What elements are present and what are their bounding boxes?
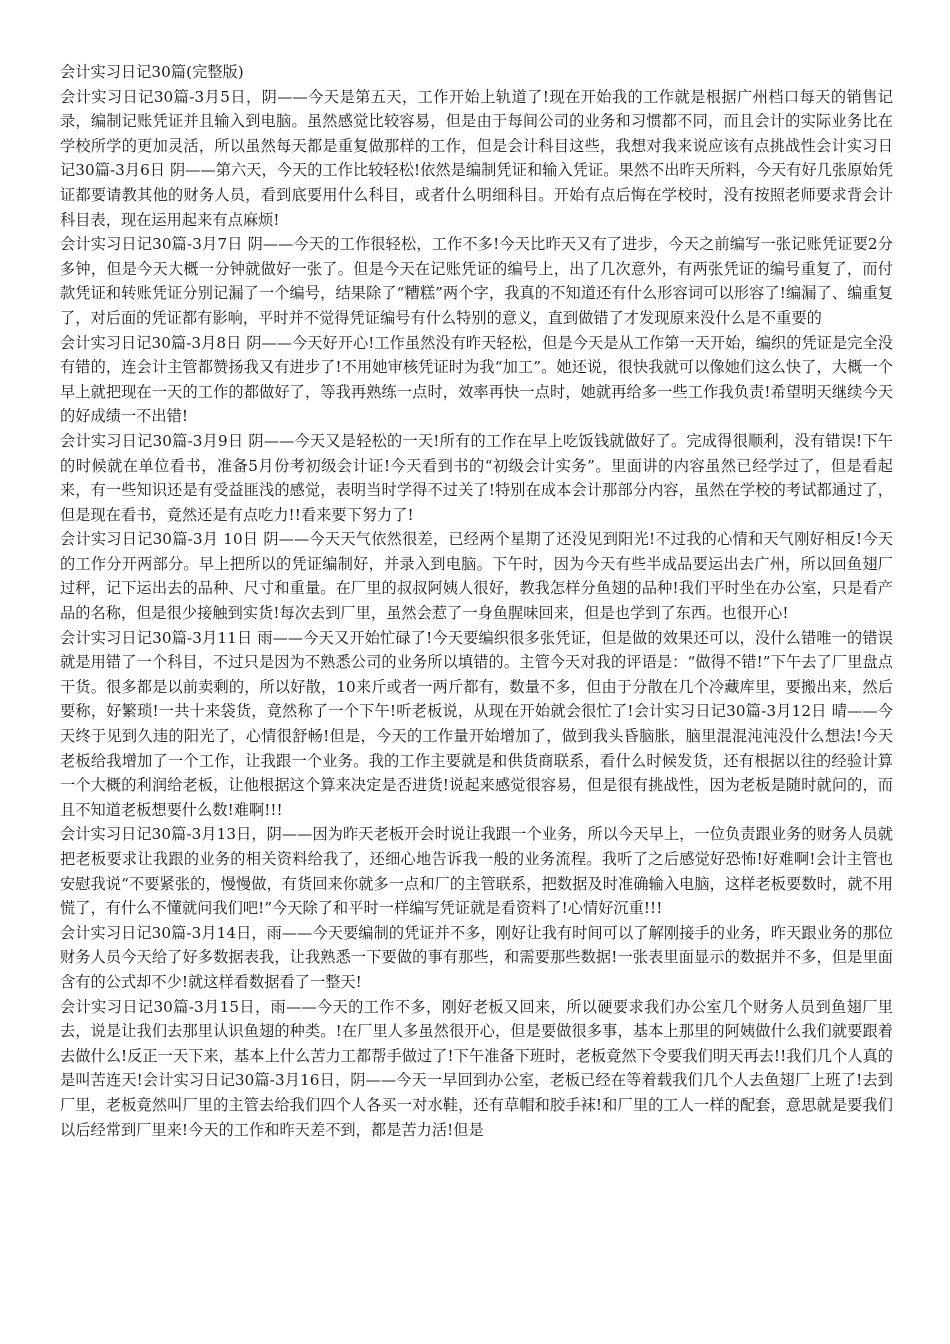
- diary-entry-paragraph: 会计实习日记30篇-3月7日 阴——今天的工作很轻松，工作不多!今天比昨天又有了进步，今天之前编写一张记账凭证要2分多钟，但是今天大概一分钟就做好一张了。但是今天在记账凭证的编号上，出了几次意外，有两张凭证的编号重复了，而付款凭证和转账凭证分别记漏了一个编号，结果除了“糟糕”两个字，我真的不知道还有什么形容词可以形容了!编漏了、编重复了，对后面的凭证都有影响，平时并不觉得凭证编号有什么特别的意义，直到做错了才发现原来没什么是不重要的: [60, 235, 893, 327]
- diary-entry-paragraph: 会计实习日记30篇-3月15日，雨——今天的工作不多，刚好老板又回来，所以硬要求我们办公室几个财务人员到鱼翅厂里去，说是让我们去那里认识鱼翅的种类。!在厂里人多虽然很开心，但是要做很多事，基本上那里的阿姨做什么我们就要跟着去做什么!反正一天下来，基本上什么苦力工都帮手做过了!下午准备下班时，老板竟然下令要我们明天再去!!我们几个人真的是叫苦连天!会计实习日记30篇-3月16日，阴——今天一早回到办公室，老板已经在等着载我们几个人去鱼翅厂上班了!去到厂里，老板竟然叫厂里的主管去给我们四个人各买一对水鞋，还有草帽和胶手袜!和厂里的工人一样的配套，意思就是要我们以后经常到厂里来!今天的工作和昨天差不到，都是苦力活!但是: [60, 997, 893, 1139]
- document-title: 会计实习日记30篇(完整版): [60, 63, 244, 81]
- diary-entry-paragraph: 会计实习日记30篇-3月5日，阴——今天是第五天，工作开始上轨道了!现在开始我的工作就是根据广州档口每天的销售记录，编制记账凭证并且输入到电脑。虽然感觉比较容易，但是由于每间公司的业务和习惯都不同，而且会计的实际业务比在学校所学的更加灵活，所以虽然每天都是重复做那样的工作，但是会计科目这些，我想对我来说应该有点挑战性会计实习日记30篇-3月6日 阴——第六天，今天的工作比较轻松!依然是编制凭证和输入凭证。果然不出昨天所料，今天有好几张原始凭证都要请教其他的财务人员，看到底要用什么科目，或者什么明细科目。开始有点后悔在学校时，没有按照老师要求背会计科目表，现在运用起来有点麻烦!: [60, 87, 893, 229]
- diary-entry-paragraph: 会计实习日记30篇-3月11日 雨——今天又开始忙碌了!今天要编织很多张凭证，但是做的效果还可以，没什么错唯一的错误就是用错了一个科目，不过只是因为不熟悉公司的业务所以填错的。主管今天对我的评语是：“做得不错!”下午去了厂里盘点干货。很多都是以前卖剩的，所以好散，10来斤或者一两斤都有，数量不多，但由于分散在几个冷藏库里，要搬出来，然后要称，好繁琐!一共十来袋货，竟然称了一个下午!听老板说，从现在开始就会很忙了!会计实习日记30篇-3月12日 晴——今天终于见到久违的阳光了，心情很舒畅!但是，今天的工作量开始增加了，做到我头昏脑胀，脑里混混沌沌没什么想法!今天老板给我增加了一个工作，让我跟一个业务。我的工作主要就是和供货商联系，看什么时候发货，还有根据以往的经验计算一个大概的利润给老板，让他根据这个算来决定是否进货!说起来感觉很容易，但是很有挑战性，因为老板是随时就问的，而且不知道老板想要什么数!难啊!!!: [60, 628, 893, 819]
- diary-entry-paragraph: 会计实习日记30篇-3月9日 阴——今天又是轻松的一天!所有的工作在早上吃饭钱就做好了。完成得很顺利，没有错误!下午的时候就在单位看书，准备5月份考初级会计证!今天看到书的“初级会计实务”。里面讲的内容虽然已经学过了，但是看起来，有一些知识还是有受益匪浅的感觉，表明当时学得不过关了!特别在成本会计那部分内容，虽然在学校的考试都通过了，但是现在看书，竟然还是有点吃力!!看来要下努力了!: [60, 431, 893, 524]
- document-page: [60, 60, 893, 1142]
- diary-entry-paragraph: 会计实习日记30篇-3月 10日 阴——今天天气依然很差，已经两个星期了还没见到阳光!不过我的心情和天气刚好相反!今天的工作分开两部分。早上把所以的凭证编制好，并录入到电脑。下午时，因为今天有些半成品要运出去广州，所以回鱼翅厂过秤，记下运出去的品种、尺寸和重量。在厂里的叔叔阿姨人很好，教我怎样分鱼翅的品种!我们平时坐在办公室，只是看产品的名称，但是很少接触到实货!每次去到厂里，虽然会惹了一身鱼腥味回来，但是也学到了东西。也很开心!: [60, 530, 893, 623]
- diary-entry-paragraph: 会计实习日记30篇-3月13日，阴——因为昨天老板开会时说让我跟一个业务，所以今天早上，一位负责跟业务的财务人员就把老板要求让我跟的业务的相关资料给我了，还细心地告诉我一般的业务流程。我听了之后感觉好恐怖!好难啊!会计主管也安慰我说“不要紧张的，慢慢做，有货回来你就多一点和厂的主管联系，把数据及时准确输入电脑，这样老板要数时，就不用慌了，有什么不懂就问我们吧!”今天除了和平时一样编写凭证就是看资料了!心情好沉重!!!: [60, 825, 893, 918]
- diary-entry-paragraph: 会计实习日记30篇-3月14日，雨——今天要编制的凭证并不多，刚好让我有时间可以了解刚接手的业务，昨天跟业务的那位财务人员今天给了好多数据表我，让我熟悉一下要做的事有那些，和需要那些数据!一张表里面显示的数据并不多，但是里面含有的公式却不少!就这样看数据看了一整天!: [60, 923, 893, 991]
- diary-entry-paragraph: 会计实习日记30篇-3月8日 阴——今天好开心!工作虽然没有昨天轻松，但是今天是从工作第一天开始，编织的凭证是完全没有错的，连会计主管都赞扬我又有进步了!不用她审核凭证时为我“加工”。她还说，很快我就可以像她们这么快了，大概一个早上就把现在一天的工作的都做好了，等我再熟练一点时，效率再快一点时，她就再给多一些工作我负责!希望明天继续今天的好成绩一不出错!: [60, 333, 893, 426]
